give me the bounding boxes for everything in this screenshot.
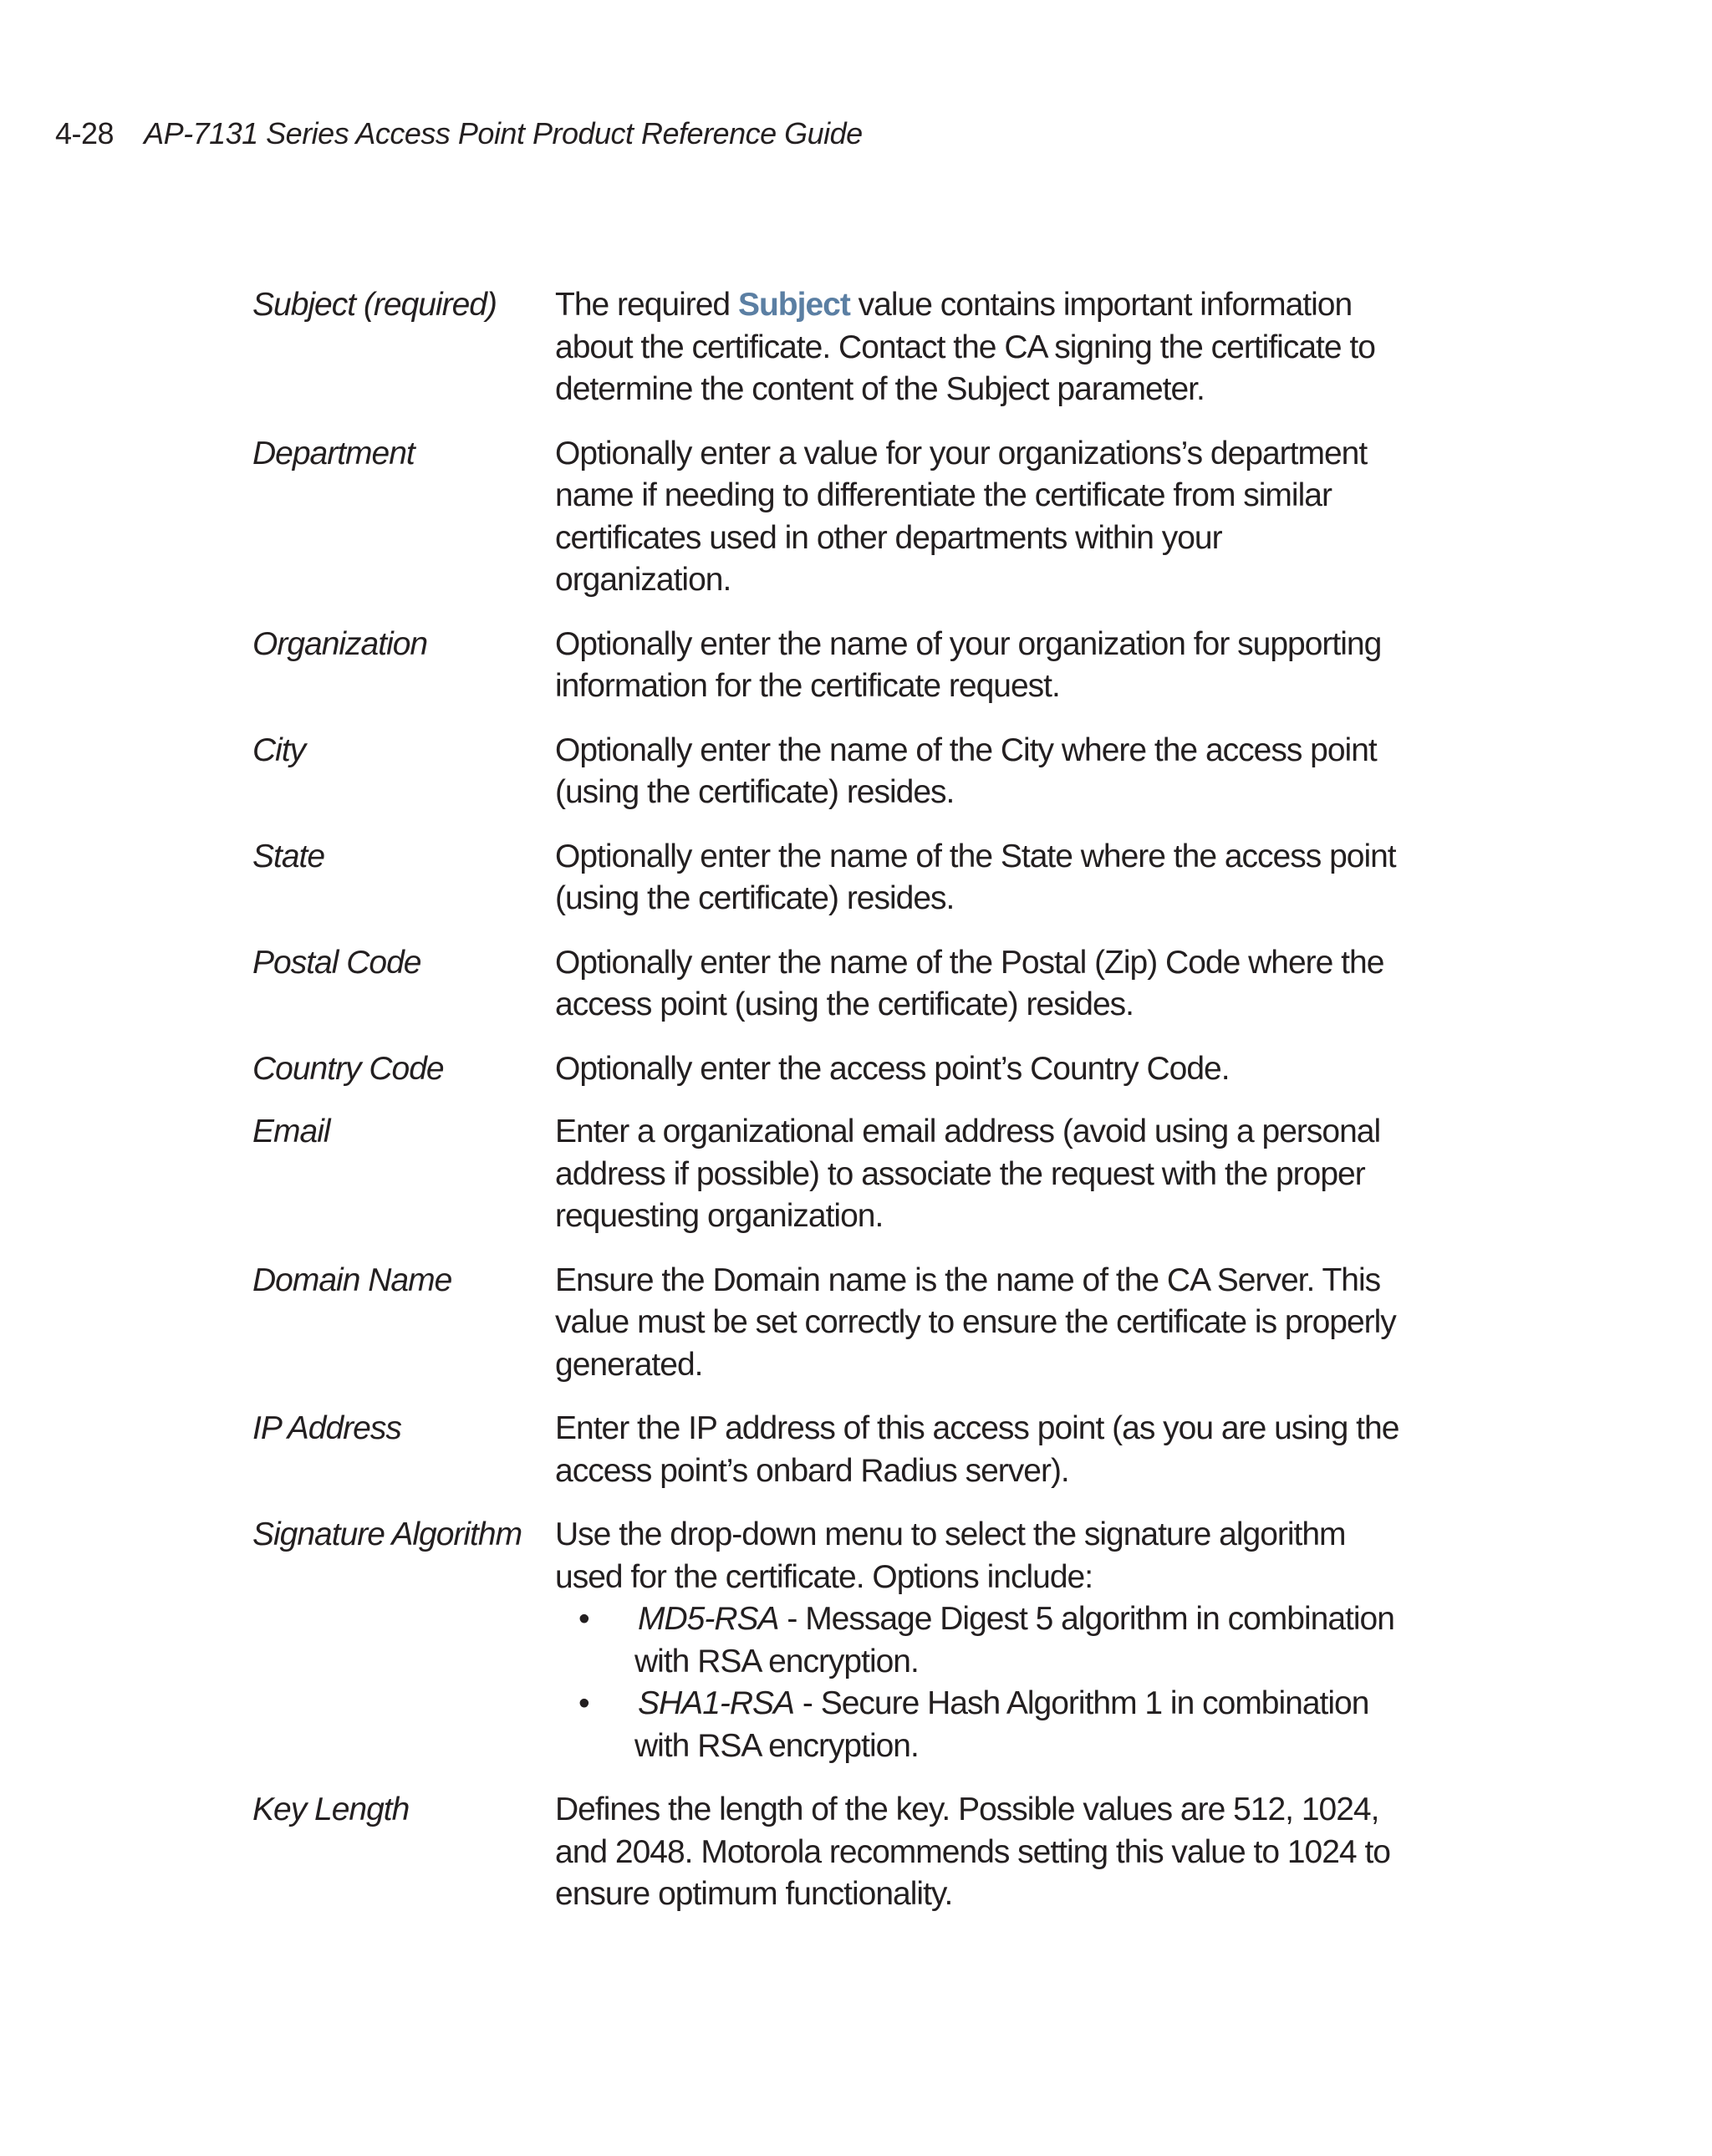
guide-title: AP-7131 Series Access Point Product Reference Guide <box>144 116 863 150</box>
spacer <box>252 1767 1423 1789</box>
list-item <box>555 1683 1399 1767</box>
term-subject: Subject (required) <box>252 287 497 323</box>
description-state: Optionally enter the name of the State where the access point (using the certificate) resides. <box>555 838 1396 916</box>
list-item <box>555 1598 1399 1683</box>
spacer <box>252 1492 1423 1514</box>
term-key-length: Key Length <box>252 1792 410 1827</box>
definition-row-postal-code <box>252 942 1423 1027</box>
description-signature-algorithm <box>555 1514 1399 1767</box>
definition-row-key-length <box>252 1789 1423 1916</box>
description-key-length: Defines the length of the key. Possible values are 512, 1024, and 2048. Motorola recommends setting this value to 1024 to ensure optimum functionality. <box>555 1792 1390 1912</box>
definition-row-email <box>252 1111 1423 1238</box>
description-city: Optionally enter the name of the City where the access point (using the certificate) resides. <box>555 731 1377 810</box>
term-signature-algorithm: Signature Algorithm <box>252 1516 522 1552</box>
spacer <box>252 920 1423 942</box>
term-email: Email <box>252 1114 330 1149</box>
term-domain-name: Domain Name <box>252 1261 452 1298</box>
definition-row-city <box>252 730 1423 814</box>
description-paragraph: Use the drop-down menu to select the signature algorithm used for the certificate. Options include: <box>555 1516 1346 1595</box>
option-text: - Message Digest 5 algorithm in combination with RSA encryption. <box>634 1601 1394 1679</box>
term-postal-code: Postal Code <box>252 944 421 981</box>
spacer <box>252 814 1423 836</box>
term-city: City <box>252 731 306 768</box>
description-domain-name: Ensure the Domain name is the name of the CA Server. This value must be set correctly to ensure the certificate is properly generated. <box>555 1261 1396 1383</box>
option-name: MD5-RSA <box>638 1601 779 1637</box>
desc-text: value contains important information about the certificate. Contact the CA signing the certificate to determine the content of the Subject parameter. <box>555 287 1375 407</box>
definition-row-ip-address <box>252 1408 1423 1492</box>
description-postal-code: Optionally enter the name of the Postal (Zip) Code where the access point (using the certificate) resides. <box>555 944 1384 1022</box>
term-country-code: Country Code <box>252 1050 444 1087</box>
bullet-icon: • <box>578 1601 589 1637</box>
definition-row-department <box>252 433 1423 602</box>
description-department: Optionally enter a value for your organizations’s department name if needing to differentiate the certificate from similar certificates used in other departments within your organization. <box>555 435 1368 598</box>
spacer <box>252 1238 1423 1260</box>
term-state: State <box>252 838 325 874</box>
algorithm-options-list <box>555 1598 1399 1767</box>
definition-row-state <box>252 836 1423 920</box>
desc-text: The required <box>555 287 738 323</box>
spacer <box>252 411 1423 433</box>
spacer <box>252 708 1423 730</box>
description-email: Enter a organizational email address (avoid using a personal address if possible) to associate the request with the proper requesting organization. <box>555 1114 1381 1234</box>
spacer <box>252 1027 1423 1048</box>
description-organization: Optionally enter the name of your organization for supporting information for the certificate request. <box>555 625 1382 704</box>
subject-highlight: Subject <box>737 287 850 323</box>
description-paragraph <box>555 284 1399 411</box>
term-department: Department <box>252 435 415 471</box>
definition-row-domain-name <box>252 1260 1423 1387</box>
running-header <box>55 115 863 152</box>
definition-row-organization <box>252 624 1423 708</box>
definition-row-signature-algorithm <box>252 1514 1423 1767</box>
page-number: 4-28 <box>55 116 115 150</box>
description-ip-address: Enter the IP address of this access point (as you are using the access point’s onbard Radius server). <box>555 1410 1399 1489</box>
definition-row-country-code <box>252 1048 1423 1091</box>
definition-row-subject <box>252 284 1423 411</box>
term-ip-address: IP Address <box>252 1410 401 1446</box>
spacer <box>252 1386 1423 1408</box>
description-subject <box>555 284 1399 411</box>
description-country-code: Optionally enter the access point’s Country Code. <box>555 1050 1230 1087</box>
option-text: - Secure Hash Algorithm 1 in combination with RSA encryption. <box>634 1685 1369 1764</box>
option-name: SHA1-RSA <box>638 1685 795 1721</box>
definition-list <box>252 284 1423 1916</box>
bullet-icon: • <box>578 1685 589 1721</box>
spacer <box>252 602 1423 624</box>
spacer <box>252 1090 1423 1111</box>
term-organization: Organization <box>252 625 428 662</box>
